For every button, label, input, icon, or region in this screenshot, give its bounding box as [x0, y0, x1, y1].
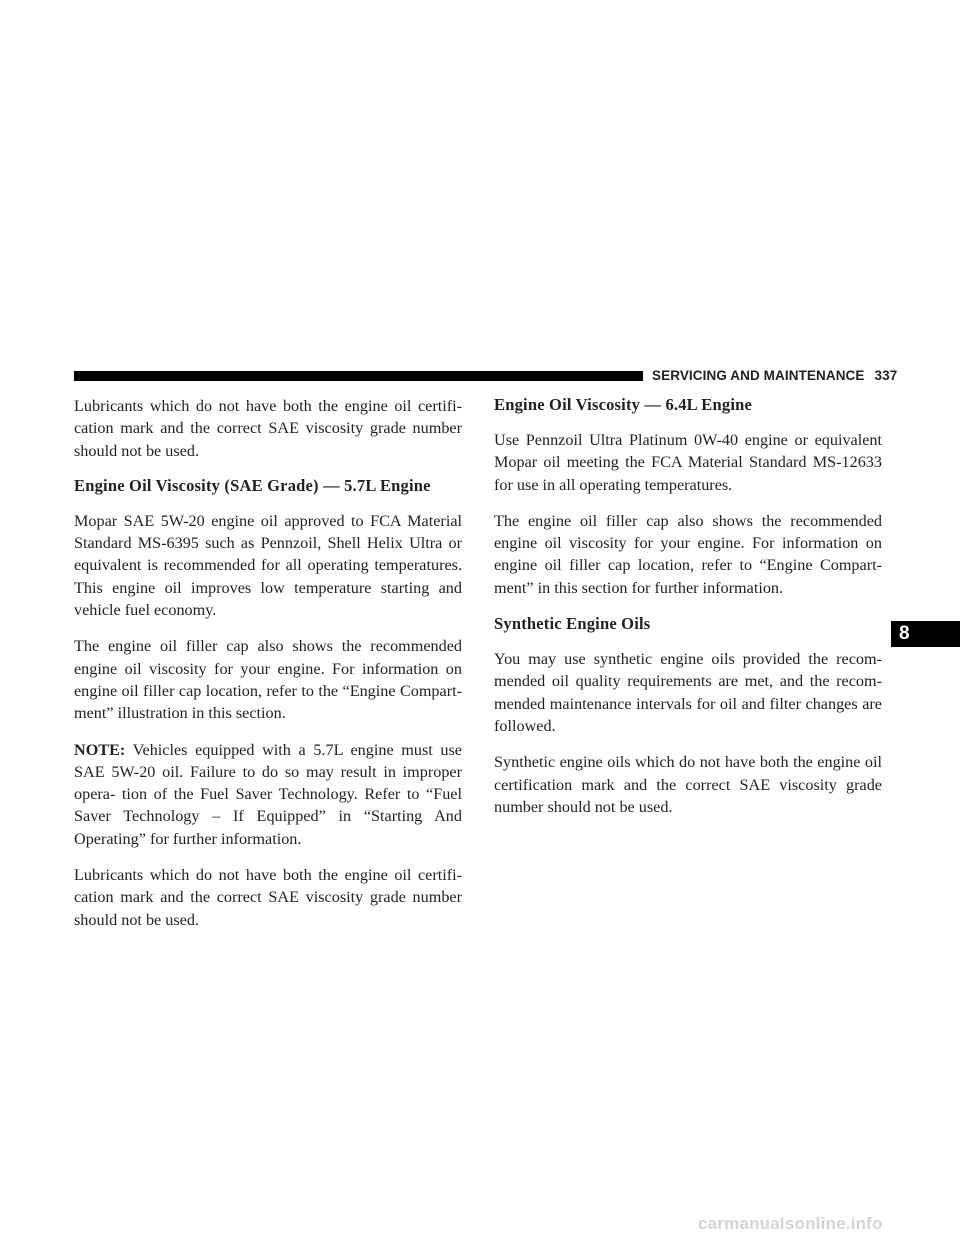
note-paragraph [74, 739, 462, 850]
note-text: Vehicles equipped with a 5.7L engine must use SAE 5W-20 oil. Failure to do so may result in improper opera- tion of the Fuel Saver Technology. Refer to “Fuel Saver Technology – If Equipped” in “Starting And Operating” for further information. [74, 740, 462, 848]
paragraph: Synthetic engine oils which do not have both the engine oil certification mark and the correct SAE viscosity grade number should not be used. [494, 753, 882, 816]
right-column [494, 395, 882, 832]
left-column [74, 395, 462, 945]
paragraph: The engine oil filler cap also shows the recommended engine oil viscosity for your engine. For information on engine oil filler cap location, refer to the “Engine Compart- ment” illustration in this section. [74, 637, 462, 723]
watermark: carmanualsonline.info [698, 1214, 883, 1233]
paragraph: Use Pennzoil Ultra Platinum 0W-40 engine or equivalent Mopar oil meeting the FCA Material Standard MS-12633 for use in all operating temperatures. [494, 431, 882, 494]
header-rule [74, 371, 643, 381]
paragraph: Lubricants which do not have both the engine oil certifi- cation mark and the correct SAE viscosity grade number should not be used. [74, 866, 462, 929]
paragraph: You may use synthetic engine oils provided the recom- mended oil quality requirements are met, and the recom- mended maintenance intervals for oil and filter changes are followed. [494, 650, 882, 735]
paragraph: Mopar SAE 5W-20 engine oil approved to FCA Material Standard MS-6395 such as Pennzoil, Shell Helix Ultra or equivalent is recommended for all operating temperatures. This engine oil improves low temperature starting and vehicle fuel economy. [74, 511, 462, 620]
running-header [652, 367, 898, 384]
section-heading: Synthetic Engine Oils [494, 614, 651, 634]
note-label: NOTE: [74, 740, 126, 759]
paragraph: The engine oil filler cap also shows the recommended engine oil viscosity for your engine. For information on engine oil filler cap location, refer to “Engine Compart- ment” in this section for further information. [494, 511, 882, 597]
section-heading: Engine Oil Viscosity (SAE Grade) — 5.7L Engine [74, 475, 431, 495]
paragraph: Lubricants which do not have both the engine oil certifi- cation mark and the correct SAE viscosity grade number should not be used. [74, 397, 462, 460]
page-number: 337 [874, 368, 898, 383]
section-heading: Engine Oil Viscosity — 6.4L Engine [494, 395, 753, 414]
chapter-tab [891, 621, 960, 647]
chapter-number: 8 [899, 623, 910, 644]
section-title: SERVICING AND MAINTENANCE [652, 368, 865, 383]
